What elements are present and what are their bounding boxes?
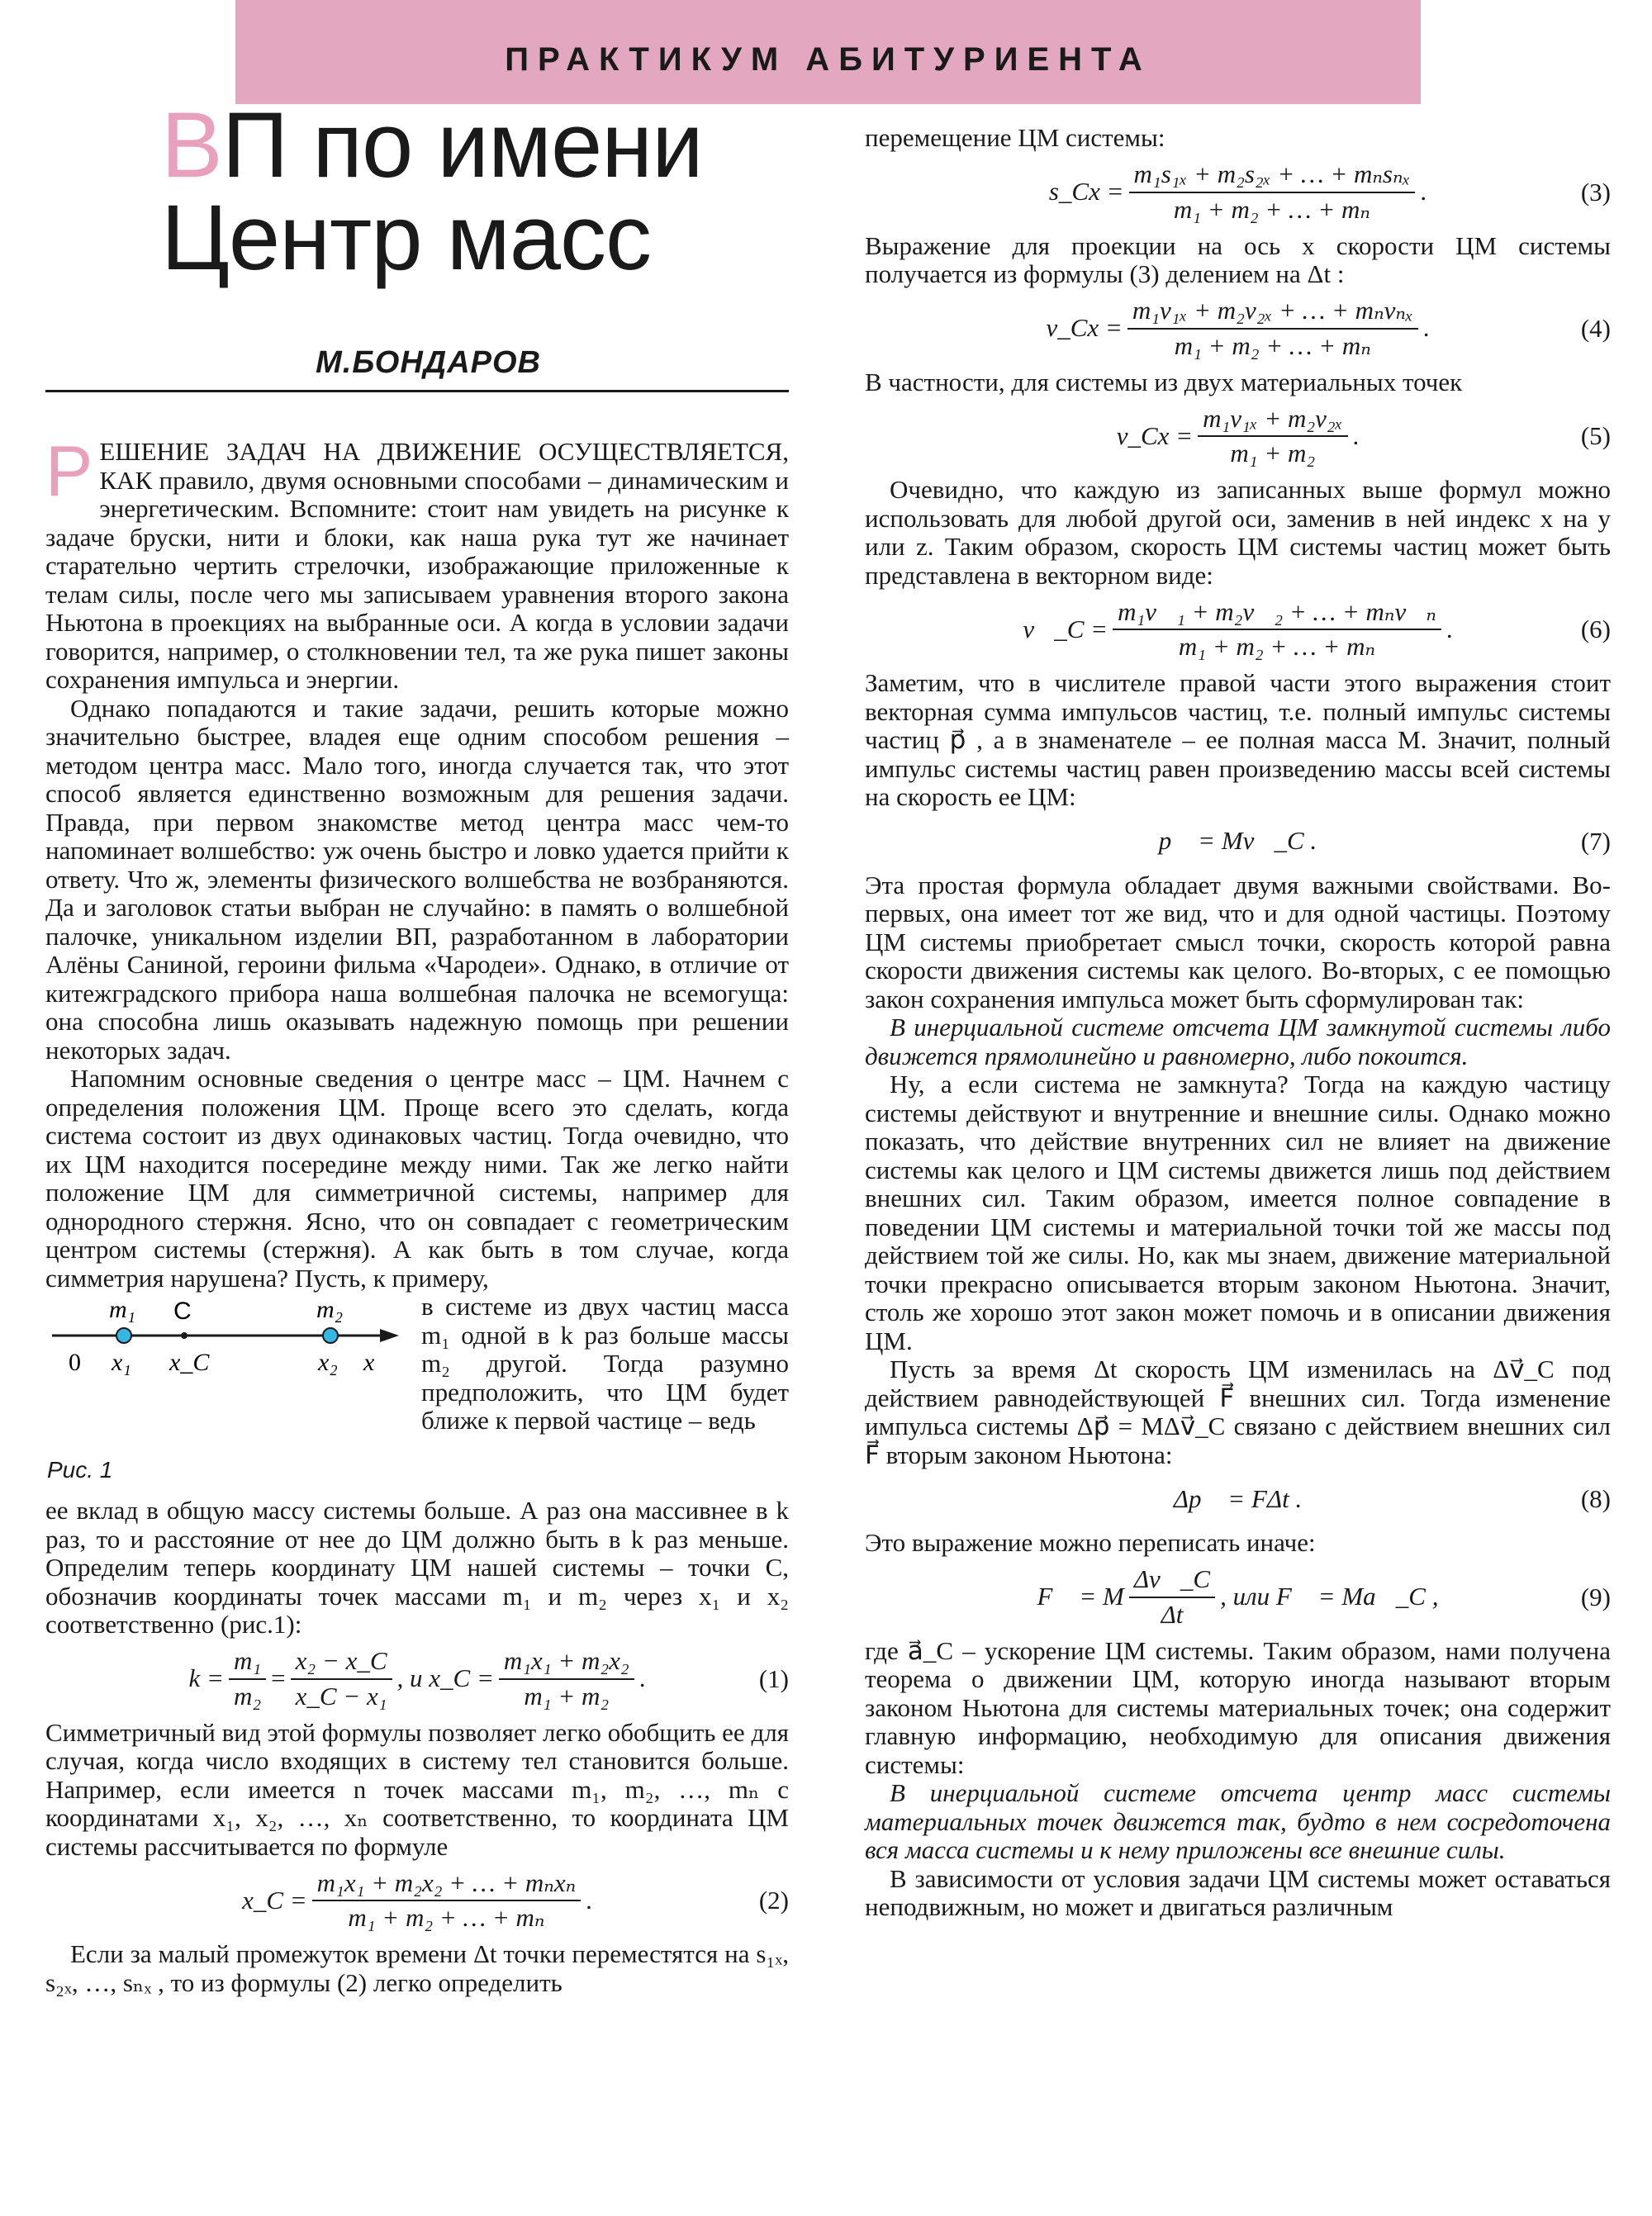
right-column bbox=[865, 124, 1611, 1922]
eq9-den: Δt bbox=[1161, 1599, 1184, 1629]
eq7-text: p⃗ = Mv⃗_C . bbox=[1158, 826, 1317, 856]
eq1-fraction-3 bbox=[499, 1647, 634, 1711]
eq1-fraction-1 bbox=[229, 1647, 266, 1711]
right-para-5: Заметим, что в числителе правой части этого выражения стоит векторная сумма импульсов частиц, т.е. полный импульс системы частиц p⃗ , а в знаменателе – ее полная масса M. Значит, полный импульс системы частиц равен произведению массы всей системы на скорость ее ЦМ: bbox=[865, 668, 1611, 811]
left-column bbox=[45, 432, 789, 1997]
eq9-fraction bbox=[1129, 1565, 1215, 1629]
right-para-6: Эта простая формула обладает двумя важными свойствами. Во-первых, она имеет тот же вид, что и для одной частицы. Поэтому ЦМ системы приобретает смысл точки, скорость которой равна скорости движения системы как целого. Во-вторых, с ее помощью закон сохранения импульса может быть сформулирован так: bbox=[865, 870, 1611, 1013]
paragraph-3-continued: ее вклад в общую массу системы больше. А раз она массивнее в k раз, то и расстояние от нее до ЦМ должно быть в k раз меньше. Определим теперь координату ЦМ нашей системы – точки C, обозначив координаты точек массами m₁ и m₂ через x₁ и x₂ соответственно (рис.1): bbox=[45, 1496, 789, 1639]
label-x2: x₂ bbox=[318, 1349, 338, 1376]
equation-9 bbox=[865, 1558, 1611, 1637]
eq6-tail: . bbox=[1446, 614, 1453, 643]
eq6-fraction bbox=[1113, 598, 1441, 662]
eq4-den: m₁ + m₂ + … + mₙ bbox=[1174, 330, 1371, 360]
eq2-den: m₁ + m₂ + … + mₙ bbox=[348, 1903, 545, 1932]
eq1-f2-den: x_C − x₁ bbox=[295, 1681, 387, 1711]
eq3-num: m₁s₁ₓ + m₂s₂ₓ + … + mₙsₙₓ bbox=[1129, 160, 1416, 193]
eq4-number: (4) bbox=[1580, 313, 1611, 343]
eq7-number: (7) bbox=[1580, 826, 1611, 856]
eq2-lhs: x_C = bbox=[242, 1885, 307, 1915]
figure-caption: Рис. 1 bbox=[47, 1457, 113, 1483]
eq1-f3-den: m₁ + m₂ bbox=[524, 1681, 610, 1711]
intro-rest: правило, двумя основными способами – динамическим и энергетическим. Вспомните: стоит нам увидеть на рисунке к задаче бруски, нити и блоки, как наша рука тут же начинает старательно чертить стрелочки, изображающие приложенные к телам силы, после чего мы записываем уравнения второго закона Ньютона в проекциях на выбранные оси. А когда в условии задачи говорится, например, о столкновении тел, та же рука пишет законы сохранения импульса и энергии. bbox=[45, 465, 789, 694]
eq4-lhs: v_Cx = bbox=[1046, 313, 1123, 343]
eq9-tail: , или F⃗ = Ma⃗_C , bbox=[1220, 1582, 1439, 1611]
article-title bbox=[161, 93, 805, 289]
author-name: М.БОНДАРОВ bbox=[316, 345, 541, 380]
center-c-dot bbox=[181, 1332, 188, 1339]
eq6-den: m₁ + m₂ + … + mₙ bbox=[1178, 632, 1376, 661]
paragraph-2: Однако попадаются и такие задачи, решить которые можно значительно быстрее, владея еще одним способом решения – методом центра масс. Мало того, иногда случается так, что этот способ является единственно возможным для решения задачи. Правда, при первом знакомстве метод центра масс чем-то напоминает волшебство: уж очень быстро и ловко удается прийти к ответу. Что ж, элементы физического волшебства не возбраняются. Да и заголовок статьи выбран не случайно: в память о волшебной палочке, уникальном изделии ВП, разработанном в лаборатории Алёны Саниной, героини фильма «Чародеи». Однако, в отличие от китежградского прибора наша волшебная палочка не всемогуща: она способна лишь оказывать надежную помощь при решении некоторых задач. bbox=[45, 693, 789, 1065]
eq9-lhs: F⃗ = M bbox=[1037, 1582, 1124, 1611]
eq3-number: (3) bbox=[1580, 177, 1611, 206]
particle-m1-dot bbox=[116, 1328, 131, 1343]
header-band-text: ПРАКТИКУМ АБИТУРИЕНТА bbox=[505, 41, 1151, 78]
theorem-cm-motion: В инерциальной системе отсчета центр масс системы материальных точек движется так, будто в нем сосредоточена вся масса системы и к нему приложены все внешние силы. bbox=[865, 1778, 1611, 1864]
right-para-1: перемещение ЦМ системы: bbox=[865, 123, 1165, 152]
eq1-f1-num: m₁ bbox=[229, 1647, 266, 1680]
label-c: C bbox=[173, 1298, 192, 1325]
theorem-momentum: В инерциальной системе отсчета ЦМ замкнутой системы либо движется прямолинейно и равномерно, либо покоится. bbox=[865, 1013, 1611, 1070]
equation-3 bbox=[865, 153, 1611, 232]
figure-wrap-text: в системе из двух частиц масса m₁ одной в k раз больше массы m₂ другой. Тогда разумно предположить, что ЦМ будет ближе к первой частице – ведь bbox=[421, 1292, 789, 1435]
eq5-lhs: v_Cx = bbox=[1116, 420, 1194, 450]
equation-8 bbox=[865, 1469, 1611, 1529]
eq1-fraction-2 bbox=[291, 1647, 392, 1711]
eq1-lhs: k = bbox=[188, 1663, 224, 1693]
eq9-number: (9) bbox=[1580, 1582, 1611, 1611]
eq4-fraction bbox=[1127, 297, 1418, 360]
eq1-and: , и x_C = bbox=[396, 1663, 494, 1693]
eq6-num: m₁v⃗₁ + m₂v⃗₂ + … + mₙv⃗ₙ bbox=[1113, 598, 1441, 631]
right-para-11: где a⃗_C – ускорение ЦМ системы. Таким образом, нами получена теорема о движении ЦМ, которую иногда называют вторым законом Ньютона для системы материальных точек; она содержит главную информацию, необходимую для описания движения системы: bbox=[865, 1635, 1611, 1779]
particle-m2-dot bbox=[323, 1328, 338, 1343]
eq1-tail: . bbox=[638, 1663, 646, 1693]
right-para-9: Пусть за время Δt скорость ЦМ изменилась на Δv⃗_C под действием равнодействующей F⃗ внешних сил. Тогда изменение импульса системы Δp⃗ = MΔv⃗_C связано с действием внешних сил F⃗ вторым законом Ньютона: bbox=[865, 1355, 1611, 1469]
paragraph-3: Напомним основные сведения о центре масс – ЦМ. Начнем с определения положения ЦМ. Проще всего это сделать, когда система состоит из двух одинаковых частиц. Тогда очевидно, что их ЦМ находится посередине между ними. Так же легко найти положение ЦМ для симметричной системы, например для однородного стержня. Ясно, что он совпадает с геометрическим центром системы (стержня). А как быть в том случае, когда симметрия нарушена? Пусть, к примеру, bbox=[45, 1064, 789, 1293]
equation-5 bbox=[865, 396, 1611, 476]
equation-4 bbox=[865, 289, 1611, 368]
eq5-num: m₁v₁ₓ + m₂v₂ₓ bbox=[1198, 405, 1347, 438]
intro-caps: ЕШЕНИЕ ЗАДАЧ НА ДВИЖЕНИЕ ОСУЩЕСТВЛЯЕТСЯ, КАК bbox=[99, 437, 789, 495]
right-para-10: Это выражение можно переписать иначе: bbox=[865, 1528, 1316, 1557]
eq1-f1-den: m₂ bbox=[233, 1681, 262, 1711]
eq1-f2-num: x₂ − x_C bbox=[291, 1647, 392, 1680]
eq4-num: m₁v₁ₓ + m₂v₂ₓ + … + mₙvₙₓ bbox=[1127, 297, 1418, 330]
right-para-3: В частности, для системы из двух материальных точек bbox=[865, 367, 1463, 396]
right-para-2: Выражение для проекции на ось x скорости ЦМ системы получается из формулы (3) делением на Δt : bbox=[865, 230, 1611, 288]
equation-6 bbox=[865, 590, 1611, 669]
eq3-lhs: s_Cx = bbox=[1048, 177, 1124, 206]
eq3-fraction bbox=[1129, 160, 1416, 224]
eq3-tail: . bbox=[1420, 177, 1427, 206]
header-band bbox=[235, 0, 1421, 104]
eq2-tail: . bbox=[586, 1885, 592, 1915]
eq1-number: (1) bbox=[758, 1663, 789, 1693]
title-first-letter: В bbox=[161, 93, 222, 197]
eq1-f3-num: m₁x₁ + m₂x₂ bbox=[499, 1647, 634, 1680]
drop-cap: Р bbox=[45, 432, 93, 511]
title-line-1-rest: П по имени bbox=[221, 93, 703, 197]
right-para-13: В зависимости от условия задачи ЦМ системы может оставаться неподвижным, но может и двигаться различным bbox=[865, 1863, 1611, 1921]
figure-block bbox=[45, 1293, 789, 1497]
label-x: x bbox=[363, 1349, 375, 1376]
label-zero: 0 bbox=[69, 1349, 81, 1376]
eq1-equals: = bbox=[271, 1663, 286, 1693]
equation-2 bbox=[45, 1861, 789, 1940]
right-para-8: Ну, а если система не замкнута? Тогда на каждую частицу системы действуют и внутренние и внешние силы. Однако можно показать, что действие внутренних сил не влияет на движение системы как целого и ЦМ системы движется лишь под действием внешних сил. Таким образом, имеется полное совпадение в поведении ЦМ системы и материальной точки той же массы под действием той же силы. Но, как мы знаем, движение материальной точки прекрасно описывается вторым законом Ньютона. Значит, столь же хорошо этот закон может помочь и в описании движения ЦМ. bbox=[865, 1070, 1611, 1355]
label-m2: m₂ bbox=[316, 1296, 344, 1323]
label-m1: m₁ bbox=[109, 1296, 136, 1323]
title-line-2: Центр масс bbox=[161, 186, 651, 289]
eq3-den: m₁ + m₂ + … + mₙ bbox=[1173, 194, 1370, 224]
eq5-fraction bbox=[1198, 405, 1347, 468]
paragraph-5: Если за малый промежуток времени Δt точки переместятся на s₁ₓ, s₂ₓ, …, sₙₓ , то из формулы (2) легко определить bbox=[45, 1939, 789, 1997]
eq5-den: m₁ + m₂ bbox=[1230, 439, 1316, 467]
eq2-num: m₁x₁ + m₂x₂ + … + mₙxₙ bbox=[312, 1869, 582, 1902]
label-x1: x₁ bbox=[112, 1349, 131, 1376]
eq6-lhs: v⃗_C = bbox=[1023, 614, 1108, 643]
paragraph-4: Симметричный вид этой формулы позволяет легко обобщить ее для случая, когда число входящих в систему тел становится больше. Например, если имеется n точек массами m₁, m₂, …, mₙ с координатами x₁, x₂, …, xₙ соответственно, то координата ЦМ системы рассчитывается по формуле bbox=[45, 1717, 789, 1861]
paragraph-intro bbox=[45, 432, 789, 695]
eq6-number: (6) bbox=[1580, 614, 1611, 643]
eq8-number: (8) bbox=[1580, 1483, 1611, 1513]
right-para-4: Очевидно, что каждую из записанных выше формул можно использовать для любой другой оси, заменив в ней индекс x на y или z. Таким образом, скорость ЦМ системы частиц может быть представлена в векторном виде: bbox=[865, 475, 1611, 590]
eq8-text: Δp⃗ = FΔt . bbox=[1173, 1483, 1303, 1513]
label-xc: x_C bbox=[169, 1349, 210, 1376]
x-axis-arrow bbox=[380, 1329, 399, 1342]
eq5-number: (5) bbox=[1580, 420, 1611, 450]
eq2-number: (2) bbox=[758, 1885, 789, 1915]
eq4-tail: . bbox=[1422, 313, 1430, 343]
eq5-tail: . bbox=[1352, 420, 1360, 450]
title-rule bbox=[45, 390, 789, 392]
eq9-num: Δv⃗_C bbox=[1129, 1565, 1215, 1598]
equation-7 bbox=[865, 812, 1611, 871]
eq2-fraction bbox=[312, 1869, 582, 1933]
equation-1 bbox=[45, 1639, 789, 1719]
